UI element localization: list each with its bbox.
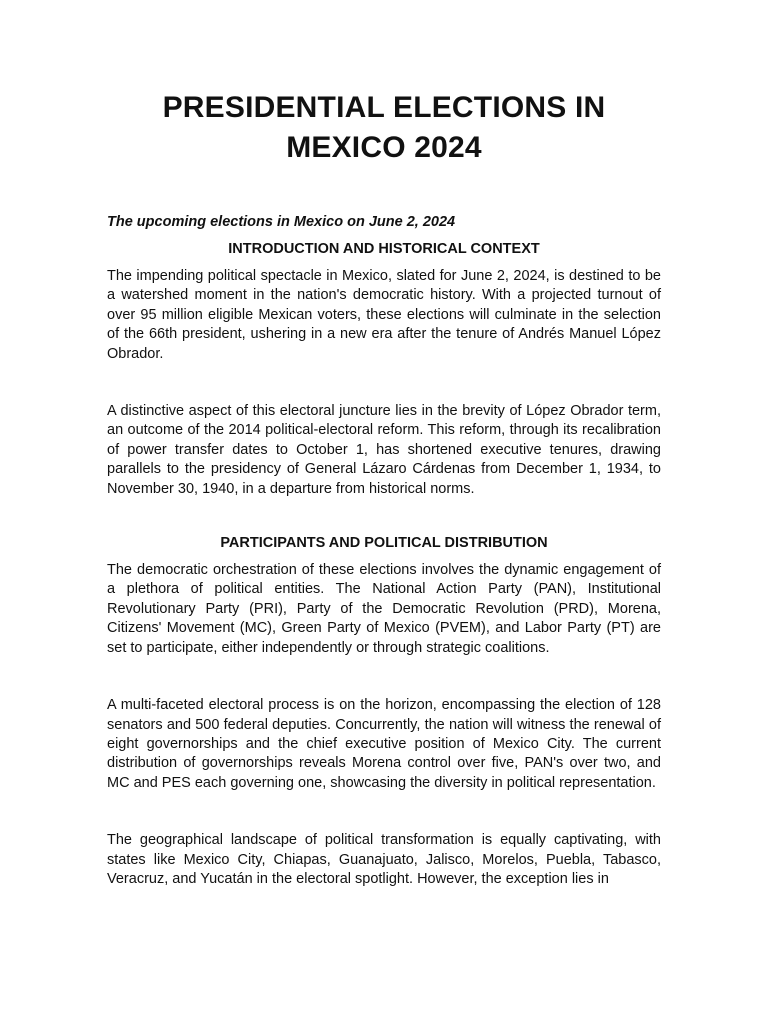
- paragraph-introduction-1: The impending political spectacle in Mexico, slated for June 2, 2024, is destined to be a watershed moment in the nation's democratic history. With a projected turnout of over 95 million eligible Mexican voters, these elections will culminate in the selection of the 66th president, ushering in a new era after the tenure of Andrés Manuel López Obrador.: [107, 268, 661, 362]
- paragraph-participants-3: The geographical landscape of political transformation is equally captivating, with states like Mexico City, Chiapas, Guanajuato, Jalisco, Morelos, Puebla, Tabasco, Veracruz, and Yucatán in the electoral spotlight. However, the exception lies in: [107, 832, 661, 887]
- section-heading-introduction: INTRODUCTION AND HISTORICAL CONTEXT: [228, 241, 540, 257]
- paragraph-participants-2: A multi-faceted electoral process is on the horizon, encompassing the election of 128 senators and 500 federal deputies. Concurrently, the nation will witness the renewal of eight governorships and the chief executive position of Mexico City. The current distribution of governorships reveals Morena control over five, PAN's over two, and MC and PES each governing one, showcasing the diversity in political representation.: [107, 697, 661, 791]
- title-line-1: PRESIDENTIAL ELECTIONS IN: [162, 91, 606, 124]
- paragraph-participants-1: The democratic orchestration of these elections involves the dynamic engagement of a plethora of political entities. The National Action Party (PAN), Institutional Revolutionary Party (PRI), Party of the Democratic Revolution (PRD), Morena, Citizens' Movement (MC), Green Party of Mexico (PVEM), and Labor Party (PT) are set to participate, either independently or through strategic coalitions.: [107, 562, 661, 656]
- section-heading-participants: PARTICIPANTS AND POLITICAL DISTRIBUTION: [220, 535, 548, 552]
- document-title: [107, 88, 661, 168]
- document-subtitle: The upcoming elections in Mexico on June 2, 2024: [107, 214, 456, 230]
- title-line-2: MEXICO 2024: [286, 131, 482, 164]
- paragraph-introduction-2: A distinctive aspect of this electoral juncture lies in the brevity of López Obrador term, an outcome of the 2014 political-electoral reform. This reform, through its recalibration of power transfer dates to October 1, has shortened executive tenures, drawing parallels to the presidency of General Lázaro Cárdenas from December 1, 1934, to November 30, 1940, in a departure from historical norms.: [107, 403, 661, 497]
